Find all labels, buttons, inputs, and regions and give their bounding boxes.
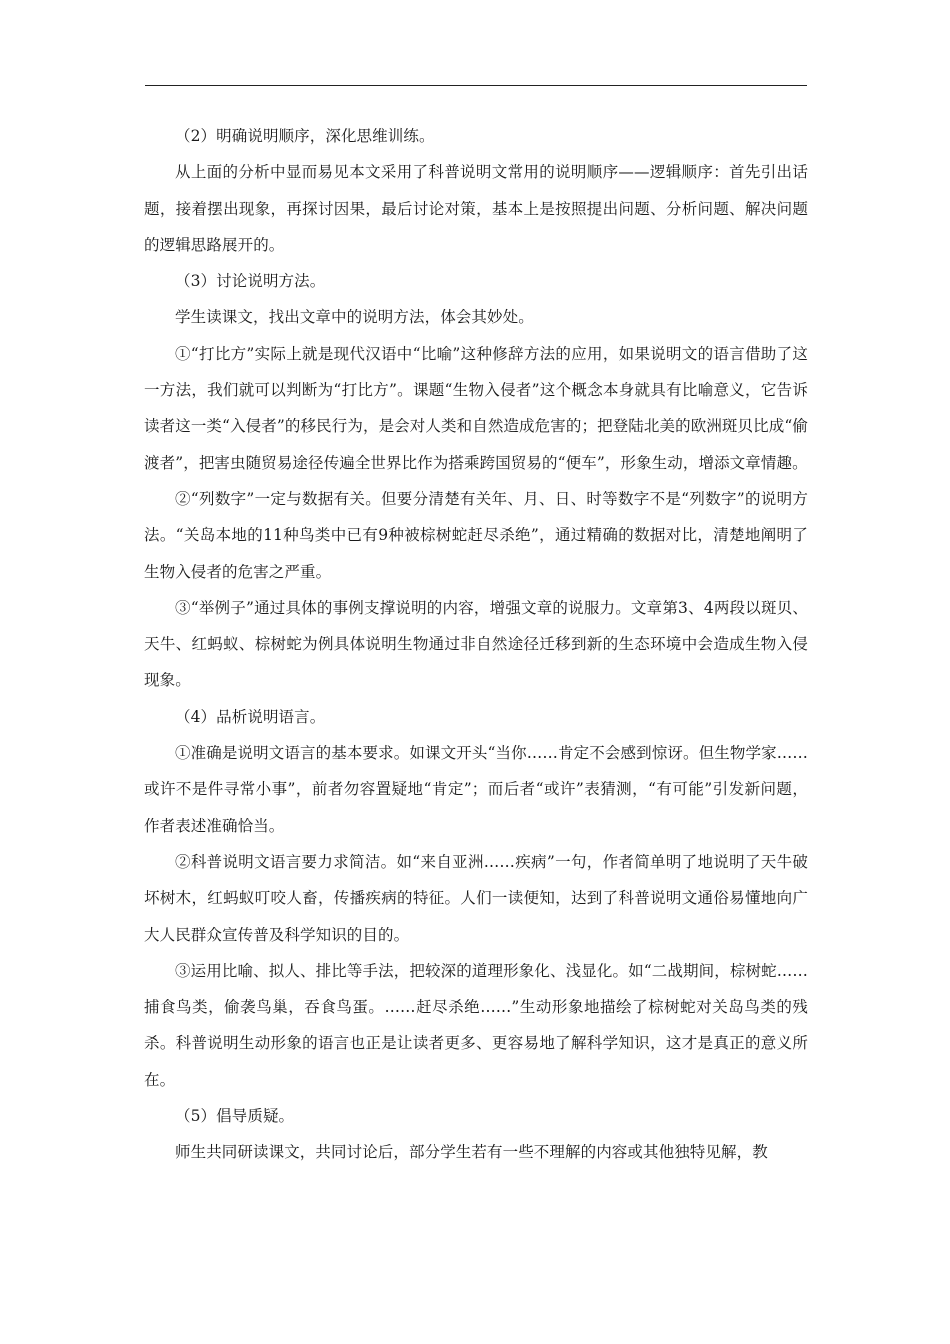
paragraph-section-5-heading: （5）倡导质疑。 [175, 1107, 295, 1126]
paragraph-accuracy: ①准确是说明文语言的基本要求。如课文开头“当你……肯定不会感到惊讶。但生物学家……或许不是件寻常小事”，前者勿容置疑地“肯定”；而后者“或许”表猜测，“有可能”引发新问题，作者表述准确恰当。 [144, 744, 808, 835]
paragraph-examples: ③“举例子”通过具体的事例支撑说明的内容，增强文章的说服力。文章第3、4两段以斑贝、天牛、红蚂蚁、棕树蛇为例具体说明生物通过非自然途径迁移到新的生态环境中会造成生物入侵现象。 [144, 598, 808, 690]
document-body [144, 118, 808, 1171]
paragraph-logical-order: 从上面的分析中显而易见本文采用了科普说明文常用的说明顺序——逻辑顺序：首先引出话题，接着摆出现象，再探讨因果，最后讨论对策，基本上是按照提出问题、分析问题、解决问题的逻辑思路展开的。 [144, 163, 808, 254]
header-rule [145, 85, 807, 86]
paragraph-section-2-heading: （2）明确说明顺序，深化思维训练。 [175, 127, 435, 145]
paragraph-numbers: ②“列数字”一定与数据有关。但要分清楚有关年、月、日、时等数字不是“列数字”的说明方法。“关岛本地的11种鸟类中已有9种被棕树蛇赶尽杀绝”，通过精确的数据对比，清楚地阐明了生物入侵者的危害之严重。 [144, 489, 808, 581]
paragraph-section-4-heading: （4）品析说明语言。 [175, 707, 326, 726]
paragraph-rhetoric: ③运用比喻、拟人、排比等手法，把较深的道理形象化、浅显化。如“二战期间，棕树蛇……捕食鸟类，偷袭鸟巢，吞食鸟蛋。……赶尽杀绝……”生动形象地描绘了棕树蛇对关岛鸟类的残杀。科普说明生动形象的语言也正是让读者更多、更容易地了解科学知识，这才是真正的意义所在。 [144, 961, 808, 1089]
paragraph-metaphor: ①“打比方”实际上就是现代汉语中“比喻”这种修辞方法的应用，如果说明文的语言借助了这一方法，我们就可以判断为“打比方”。课题“生物入侵者”这个概念本身就具有比喻意义，它告诉读者这一类“入侵者”的移民行为，是会对人类和自然造成危害的；把登陆北美的欧洲斑贝比成“偷渡者”，把害虫随贸易途径传遍全世界比作为搭乘跨国贸易的“便车”，形象生动，增添文章情趣。 [144, 344, 808, 472]
paragraph-conciseness: ②科普说明文语言要力求简洁。如“来自亚洲……疾病”一句，作者简单明了地说明了天牛破坏树木，红蚂蚁叮咬人畜，传播疾病的特征。人们一读便知，达到了科普说明文通俗易懂地向广大人民群众宣传普及科学知识的目的。 [144, 852, 808, 944]
paragraph-read-text: 学生读课文，找出文章中的说明方法，体会其妙处。 [175, 308, 534, 327]
paragraph-section-3-heading: （3）讨论说明方法。 [175, 272, 326, 291]
paragraph-questioning: 师生共同研读课文，共同讨论后，部分学生若有一些不理解的内容或其他独特见解，教 [175, 1143, 768, 1162]
